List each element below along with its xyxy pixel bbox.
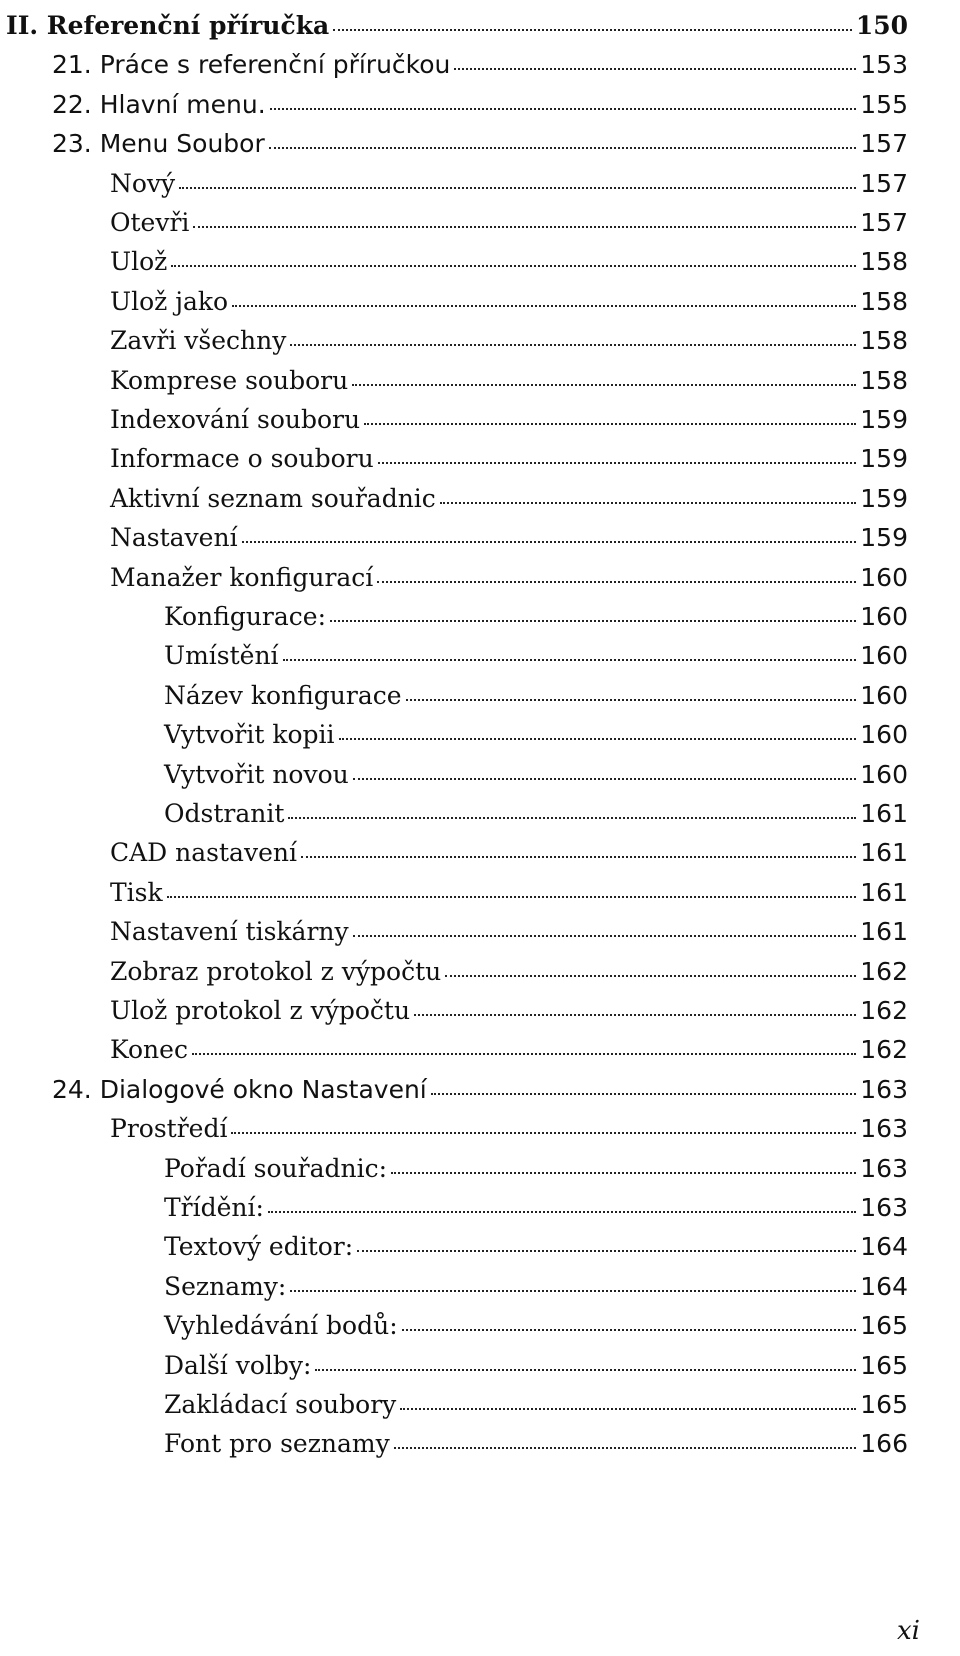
toc-entry[interactable] <box>52 39 908 79</box>
toc-entry[interactable] <box>164 1182 908 1222</box>
toc-entry-title: Název konfigurace <box>164 680 402 710</box>
toc-entry-title: Nastavení <box>110 523 238 553</box>
toc-entry[interactable] <box>164 709 908 749</box>
toc-entry[interactable] <box>110 946 908 986</box>
toc-entry[interactable] <box>110 315 908 355</box>
toc-entry-title: Zavři všechny <box>110 326 287 356</box>
dot-leader <box>288 817 856 819</box>
dot-leader <box>378 462 857 464</box>
toc-entry-page: 155 <box>860 89 908 119</box>
toc-entry[interactable] <box>52 1064 908 1104</box>
toc-entry[interactable] <box>164 788 908 828</box>
dot-leader <box>193 226 856 228</box>
toc-entry-title: Aktivní seznam souřadnic <box>110 483 436 513</box>
toc-entry-title: II. Referenční příručka <box>6 11 330 40</box>
dot-leader <box>364 423 856 425</box>
toc-entry-page: 166 <box>860 1429 908 1459</box>
toc-entry-title: Konfigurace: <box>164 602 327 631</box>
toc-entry-title: Pořadí souřadnic: <box>164 1153 388 1183</box>
dot-leader <box>315 1369 856 1371</box>
toc-entry-page: 157 <box>860 208 908 237</box>
toc-entry-title: 23. Menu Soubor <box>52 129 265 159</box>
dot-leader <box>330 620 856 622</box>
toc-entry[interactable] <box>164 1221 908 1261</box>
dot-leader <box>171 265 856 267</box>
toc-entry[interactable] <box>110 827 908 867</box>
toc-entry-page: 159 <box>860 405 908 434</box>
toc-entry-title: 24. Dialogové okno Nastavení <box>52 1074 427 1104</box>
page-number-folio: xi <box>897 1616 920 1646</box>
toc-entry-page: 165 <box>860 1350 908 1380</box>
toc-entry-page: 150 <box>855 11 908 40</box>
dot-leader <box>301 856 856 858</box>
dot-leader <box>269 147 857 149</box>
toc-entry-title: Prostředí <box>110 1114 228 1144</box>
toc-entry-title: Tisk <box>110 877 163 907</box>
toc-entry-title: Další volby: <box>164 1350 312 1380</box>
toc-entry[interactable] <box>110 394 908 434</box>
dot-leader <box>232 305 856 307</box>
toc-entry[interactable] <box>110 512 908 552</box>
toc-entry-title: Font pro seznamy <box>164 1429 390 1459</box>
toc-entry[interactable] <box>164 1418 908 1458</box>
toc-entry-page: 157 <box>860 168 908 198</box>
toc-entry[interactable] <box>164 1143 908 1183</box>
toc-entry-title: Indexování souboru <box>110 405 361 434</box>
toc-entry[interactable] <box>110 355 908 395</box>
toc-entry-page: 158 <box>860 247 908 277</box>
toc-entry[interactable] <box>110 867 908 907</box>
toc-entry-title: 21. Práce s referenční příručkou <box>52 50 451 80</box>
toc-entry-title: Odstranit <box>164 799 285 828</box>
toc-entry-page: 160 <box>860 562 908 592</box>
toc-entry-page: 163 <box>860 1153 908 1183</box>
dot-leader <box>445 975 856 977</box>
toc-entry-page: 159 <box>860 444 908 474</box>
toc-entry-page: 165 <box>860 1390 908 1419</box>
toc-entry-title: Ulož jako <box>110 286 229 316</box>
toc-entry[interactable] <box>164 1379 908 1419</box>
toc-entry-title: Textový editor: <box>164 1232 354 1262</box>
toc-entry-page: 160 <box>860 759 908 789</box>
dot-leader <box>377 581 856 583</box>
toc-entry-page: 160 <box>860 641 908 671</box>
toc-entry[interactable] <box>110 906 908 946</box>
toc-entry[interactable] <box>110 158 908 198</box>
toc-entry-title: Vytvořit kopii <box>164 720 335 750</box>
toc-entry-page: 160 <box>860 680 908 710</box>
toc-entry[interactable] <box>164 630 908 670</box>
dot-leader <box>242 541 857 543</box>
dot-leader <box>414 1014 856 1016</box>
toc-entry-title: Manažer konfigurací <box>110 562 374 592</box>
toc-entry-page: 160 <box>860 720 908 750</box>
toc-entry-page: 160 <box>860 602 908 631</box>
toc-entry-title: Nový <box>110 168 176 198</box>
toc-entry-page: 164 <box>860 1232 908 1262</box>
dot-leader <box>179 187 856 189</box>
toc-entry[interactable] <box>164 670 908 710</box>
toc-entry[interactable] <box>110 433 908 473</box>
toc-entry-page: 161 <box>860 877 908 907</box>
dot-leader <box>268 1211 856 1213</box>
toc-entry[interactable] <box>110 197 908 237</box>
toc-entry[interactable] <box>110 985 908 1025</box>
toc-entry[interactable] <box>52 118 908 158</box>
dot-leader <box>400 1408 856 1410</box>
toc-entry-page: 162 <box>860 996 908 1025</box>
dot-leader <box>192 1053 856 1055</box>
toc-entry-page: 162 <box>860 956 908 986</box>
dot-leader <box>357 1250 856 1252</box>
toc-entry-page: 161 <box>860 917 908 947</box>
toc-entry[interactable] <box>52 79 908 119</box>
toc-entry[interactable] <box>6 0 908 40</box>
dot-leader <box>353 778 857 780</box>
dot-leader <box>290 1290 856 1292</box>
toc-entry-title: Zakládací soubory <box>164 1390 397 1419</box>
toc-entry[interactable] <box>164 749 908 789</box>
dot-leader <box>231 1132 856 1134</box>
dot-leader <box>431 1093 857 1095</box>
toc-entry-title: Otevři <box>110 208 190 237</box>
toc-entry-title: CAD nastavení <box>110 838 297 868</box>
dot-leader <box>402 1329 857 1331</box>
toc-entry-title: Třídění: <box>164 1193 264 1222</box>
toc-entry-page: 161 <box>860 799 908 828</box>
toc-entry-page: 161 <box>860 838 908 868</box>
toc-entry-title: Zobraz protokol z výpočtu <box>110 956 442 986</box>
toc-entry-page: 163 <box>860 1074 908 1104</box>
toc-entry-page: 158 <box>860 365 908 395</box>
toc-entry-page: 159 <box>860 483 908 513</box>
dot-leader <box>167 896 857 898</box>
toc-entry-title: Seznamy: <box>164 1271 287 1301</box>
toc-entry-page: 158 <box>860 286 908 316</box>
toc-entry[interactable] <box>164 1340 908 1380</box>
toc-entry-page: 157 <box>860 129 908 159</box>
toc-entry-title: Umístění <box>164 641 279 671</box>
toc-entry[interactable] <box>110 236 908 276</box>
toc-entry-title: Ulož <box>110 247 168 277</box>
toc-entry-page: 162 <box>860 1035 908 1065</box>
toc-entry-title: Vytvořit novou <box>164 759 349 789</box>
toc-entry[interactable] <box>110 473 908 513</box>
dot-leader <box>352 384 856 386</box>
dot-leader <box>283 659 857 661</box>
toc-entry-page: 164 <box>860 1271 908 1301</box>
toc-entry[interactable] <box>110 276 908 316</box>
toc-entry-title: Vyhledávání bodů: <box>164 1311 398 1341</box>
toc-entry-title: Informace o souboru <box>110 444 374 474</box>
dot-leader <box>270 108 857 110</box>
toc-entry-title: Konec <box>110 1035 188 1065</box>
dot-leader <box>333 29 852 31</box>
toc-entry[interactable] <box>110 1103 908 1143</box>
toc-entry-title: 22. Hlavní menu. <box>52 89 266 119</box>
toc-entry[interactable] <box>164 1261 908 1301</box>
dot-leader <box>290 344 856 346</box>
dot-leader <box>406 699 857 701</box>
dot-leader <box>394 1447 857 1449</box>
toc-entry[interactable] <box>110 552 908 592</box>
toc-entry-title: Nastavení tiskárny <box>110 917 349 947</box>
dot-leader <box>391 1172 856 1174</box>
toc-entry[interactable] <box>164 1300 908 1340</box>
toc-entry-page: 165 <box>860 1311 908 1341</box>
dot-leader <box>454 68 856 70</box>
toc-entry-page: 163 <box>860 1193 908 1222</box>
toc-entry[interactable] <box>110 1024 908 1064</box>
toc-entry-page: 163 <box>860 1114 908 1144</box>
toc-entry-page: 153 <box>860 50 908 80</box>
dot-leader <box>339 738 857 740</box>
toc-entry-title: Ulož protokol z výpočtu <box>110 996 411 1025</box>
toc-entry-title: Komprese souboru <box>110 365 349 395</box>
toc-entry[interactable] <box>164 591 908 631</box>
dot-leader <box>353 935 857 937</box>
toc-entry-page: 158 <box>860 326 908 356</box>
dot-leader <box>440 502 856 504</box>
toc-entry-page: 159 <box>860 523 908 553</box>
